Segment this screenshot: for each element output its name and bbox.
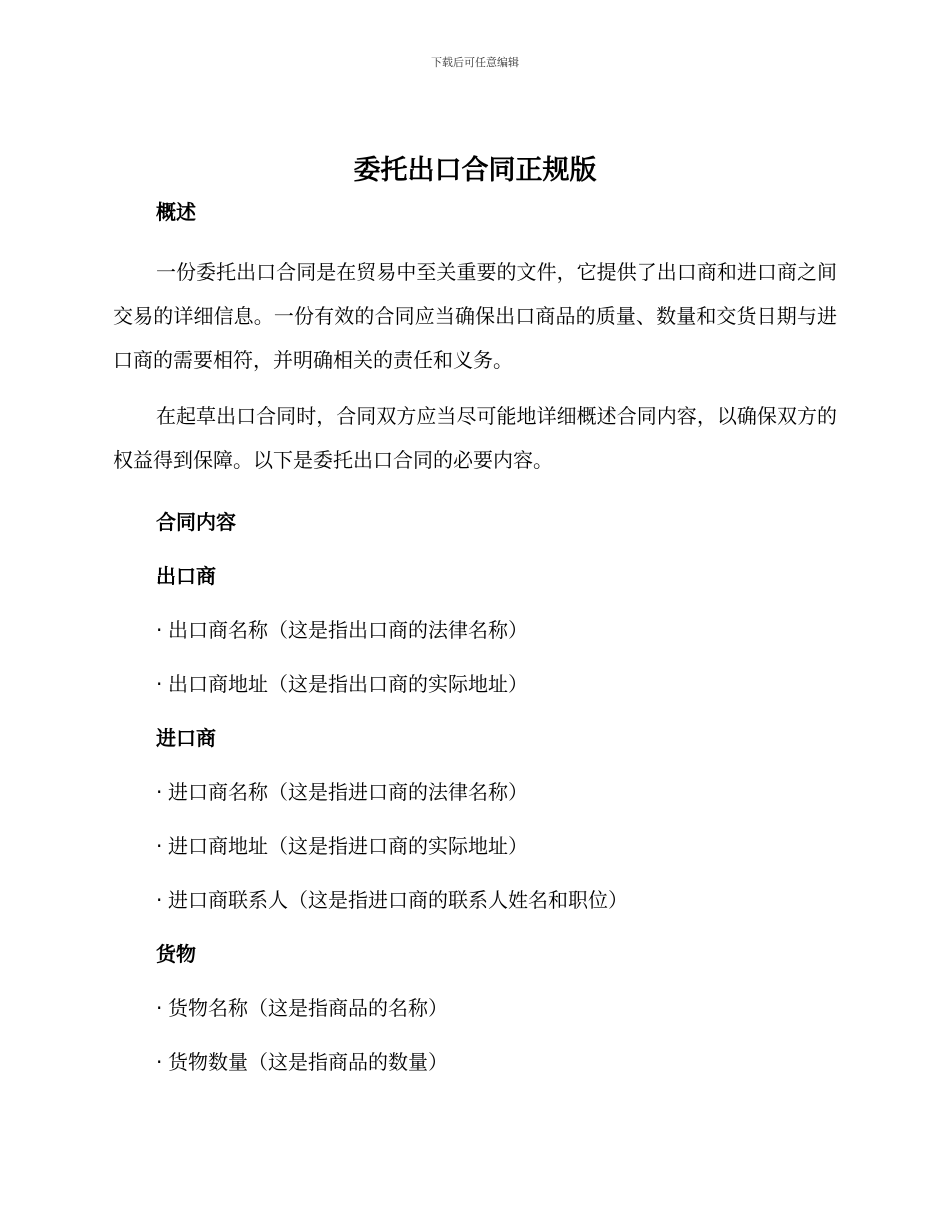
list-item-text: 出口商地址（这是指出口商的实际地址）	[168, 672, 528, 696]
overview-heading: 概述	[156, 200, 196, 224]
document-body	[113, 196, 837, 1078]
list-item-goods-name	[156, 992, 837, 1024]
bullet-icon: ·	[156, 996, 163, 1020]
list-item-text: 出口商名称（这是指出口商的法律名称）	[168, 618, 528, 642]
list-item-text: 进口商名称（这是指进口商的法律名称）	[168, 780, 528, 804]
overview-paragraph-2: 在起草出口合同时，合同双方应当尽可能地详细概述合同内容，以确保双方的权益得到保障。以下是委托出口合同的必要内容。	[113, 404, 837, 472]
list-item-text: 进口商联系人（这是指进口商的联系人姓名和职位）	[168, 888, 628, 912]
overview-paragraph-1: 一份委托出口合同是在贸易中至关重要的文件，它提供了出口商和进口商之间交易的详细信息。一份有效的合同应当确保出口商品的质量、数量和交货日期与进口商的需要相符，并明确相关的责任和义务。	[113, 260, 837, 372]
list-item-importer-name	[156, 776, 837, 808]
goods-heading: 货物	[156, 942, 196, 966]
exporter-heading: 出口商	[156, 564, 216, 588]
contract-content-heading: 合同内容	[156, 510, 236, 534]
list-item-text: 货物名称（这是指商品的名称）	[168, 996, 448, 1020]
list-item-goods-quantity	[156, 1046, 837, 1078]
bullet-icon: ·	[156, 888, 163, 912]
bullet-icon: ·	[156, 618, 163, 642]
list-item-text: 货物数量（这是指商品的数量）	[168, 1050, 448, 1074]
bullet-icon: ·	[156, 1050, 163, 1074]
header-note: 下载后可任意编辑	[431, 56, 519, 69]
bullet-icon: ·	[156, 780, 163, 804]
list-item-importer-contact	[156, 884, 837, 916]
document-title: 委托出口合同正规版	[353, 155, 597, 186]
bullet-icon: ·	[156, 672, 163, 696]
bullet-icon: ·	[156, 834, 163, 858]
list-item-exporter-name	[156, 614, 837, 646]
list-item-exporter-address	[156, 668, 837, 700]
importer-heading: 进口商	[156, 726, 216, 750]
list-item-text: 进口商地址（这是指进口商的实际地址）	[168, 834, 528, 858]
list-item-importer-address	[156, 830, 837, 862]
